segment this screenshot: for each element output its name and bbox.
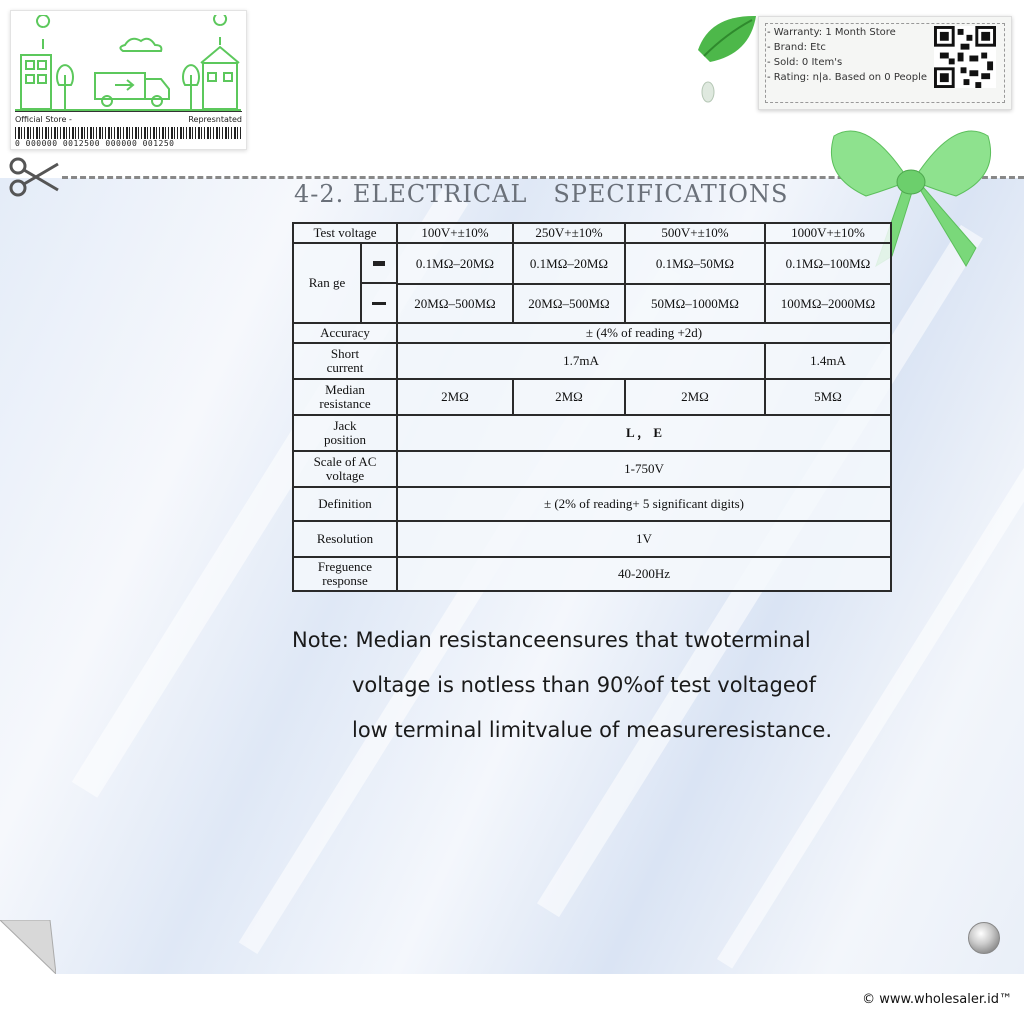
product-info-lines [767, 25, 927, 85]
table-row [293, 243, 891, 284]
scissors-icon [8, 156, 62, 198]
city-delivery-icon [15, 15, 241, 111]
table-cell [293, 415, 397, 451]
table-cell: 1.7mA [397, 343, 765, 379]
table-cell: 20MΩ–500MΩ [513, 284, 625, 323]
table-cell: Resolution [293, 521, 397, 557]
table-cell: Accuracy [293, 323, 397, 343]
note-line: low terminal limitvalue of measureresistance. [352, 718, 833, 742]
range-label: Ran ge [308, 275, 346, 290]
sold-text: - Sold: 0 Item's [767, 57, 843, 68]
label-line: voltage [325, 468, 365, 483]
table-cell: 250V+±10% [513, 223, 625, 243]
note-paragraph [292, 618, 952, 753]
table-row [293, 557, 891, 591]
table-row [293, 487, 891, 521]
range-symbol-column [360, 244, 396, 322]
table-cell [293, 557, 397, 591]
range-high-icon [362, 284, 396, 322]
table-cell: Test voltage [293, 223, 397, 243]
barcode-number: 0 000000 0012500 000000 001250 [15, 139, 175, 148]
table-row [293, 521, 891, 557]
warranty-text: - Warranty: 1 Month Store [767, 27, 896, 38]
range-low-icon [362, 244, 396, 284]
table-cell: 1000V+±10% [765, 223, 891, 243]
spec-table [292, 222, 892, 592]
store-label: Official Store - [15, 115, 72, 124]
represented-label: Represntated [188, 115, 242, 124]
label-line: Short [330, 346, 360, 361]
table-cell: 5MΩ [765, 379, 891, 415]
note-line: voltage is notless than 90%of test voltageof [352, 673, 816, 697]
brand-text: - Brand: Etc [767, 42, 826, 53]
copyright-text: © www.wholesaler.id™ [862, 992, 1012, 1007]
scroll-ball-button[interactable] [968, 922, 1000, 954]
barcode [15, 127, 241, 139]
table-cell: 100MΩ–2000MΩ [765, 284, 891, 323]
leaf-icon [690, 10, 760, 110]
table-cell: 1-750V [397, 451, 891, 487]
table-cell: 500V+±10% [625, 223, 765, 243]
table-cell: 1V [397, 521, 891, 557]
table-cell: ± (4% of reading +2d) [397, 323, 891, 343]
table-cell [293, 343, 397, 379]
qr-code-icon [934, 26, 996, 88]
page-curl-icon [0, 920, 56, 974]
table-cell: 2MΩ [625, 379, 765, 415]
table-cell [293, 379, 397, 415]
table-row [293, 323, 891, 343]
rating-text: - Rating: n|a. Based on 0 People [767, 72, 928, 83]
label-line: resistance [319, 396, 371, 411]
note-line: Note: Median resistanceensures that twoterminal [292, 628, 811, 652]
label-line: response [322, 573, 368, 588]
table-cell: 1.4mA [765, 343, 891, 379]
divider [15, 111, 242, 112]
table-row [293, 379, 891, 415]
table-cell: 0.1MΩ–20MΩ [397, 243, 513, 284]
table-cell: 0.1MΩ–50MΩ [625, 243, 765, 284]
table-cell: 20MΩ–500MΩ [397, 284, 513, 323]
table-cell: ± (2% of reading+ 5 significant digits) [397, 487, 891, 521]
table-cell: L ， E [397, 415, 891, 451]
table-cell: 40-200Hz [397, 557, 891, 591]
table-cell: 0.1MΩ–20MΩ [513, 243, 625, 284]
label-line: Jack [333, 418, 357, 433]
table-row [293, 415, 891, 451]
table-cell: Definition [293, 487, 397, 521]
table-cell: 2MΩ [397, 379, 513, 415]
section-title: 4-2. ELECTRICAL SPECIFICATIONS [294, 180, 789, 208]
label-line: Median [325, 382, 365, 397]
table-row [293, 343, 891, 379]
table-row [293, 451, 891, 487]
label-line: Scale of AC [313, 454, 377, 469]
table-cell [293, 451, 397, 487]
table-row [293, 223, 891, 243]
range-header-cell [293, 243, 397, 323]
table-cell: 2MΩ [513, 379, 625, 415]
table-cell: 0.1MΩ–100MΩ [765, 243, 891, 284]
label-line: Freguence [317, 559, 373, 574]
label-line: position [324, 432, 366, 447]
table-cell: 50MΩ–1000MΩ [625, 284, 765, 323]
label-line: current [326, 360, 364, 375]
table-cell: 100V+±10% [397, 223, 513, 243]
store-card [10, 10, 247, 150]
